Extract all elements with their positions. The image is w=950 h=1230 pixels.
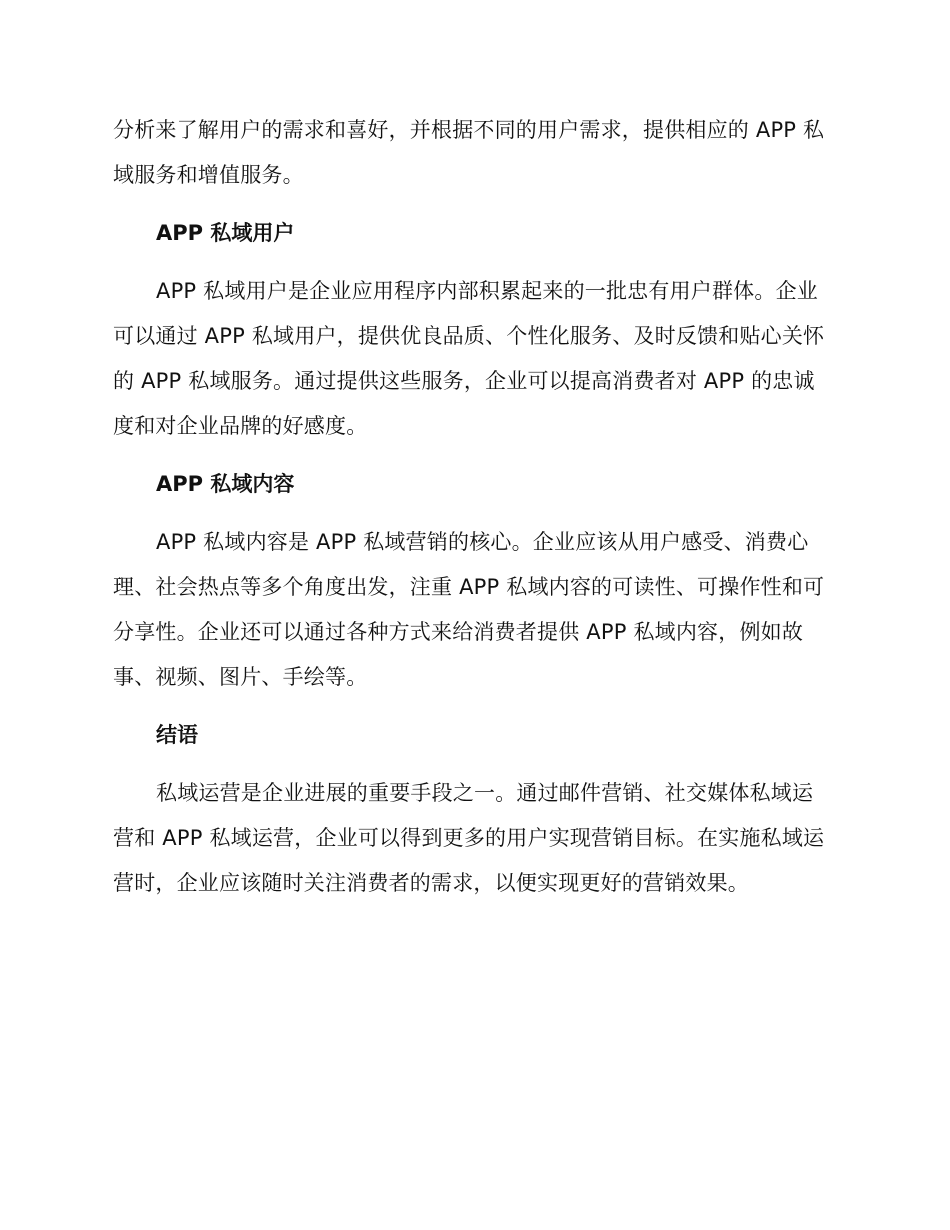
section-heading-app-content: APP 私域内容 (156, 472, 295, 496)
text-line: 理、社会热点等多个角度出发，注重 APP 私域内容的可读性、可操作性和可 (113, 575, 825, 599)
text-line: 域服务和增值服务。 (113, 163, 304, 187)
text-line: 度和对企业品牌的好感度。 (113, 414, 368, 438)
section-heading-app-users: APP 私域用户 (156, 221, 295, 245)
text-line: 营和 APP 私域运营，企业可以得到更多的用户实现营销目标。在实施私域运 (113, 826, 825, 850)
text-line: 营时，企业应该随时关注消费者的需求，以便实现更好的营销效果。 (113, 871, 749, 895)
text-line: 事、视频、图片、手绘等。 (113, 665, 368, 689)
section-heading-conclusion: 结语 (156, 723, 198, 747)
intro-paragraph (113, 108, 841, 198)
text-line: APP 私域内容是 APP 私域营销的核心。企业应该从用户感受、消费心 (156, 530, 809, 554)
text-line: 可以通过 APP 私域用户，提供优良品质、个性化服务、及时反馈和贴心关怀 (113, 324, 825, 348)
section-paragraph-app-users (113, 269, 841, 449)
text-line: 分享性。企业还可以通过各种方式来给消费者提供 APP 私域内容，例如故 (113, 620, 804, 644)
text-line: 私域运营是企业进展的重要手段之一。通过邮件营销、社交媒体私域运 (156, 781, 814, 805)
text-line: 分析来了解用户的需求和喜好，并根据不同的用户需求，提供相应的 APP 私 (113, 118, 825, 142)
text-line: 的 APP 私域服务。通过提供这些服务，企业可以提高消费者对 APP 的忠诚 (113, 369, 815, 393)
section-paragraph-conclusion (113, 771, 841, 906)
section-paragraph-app-content (113, 520, 841, 700)
document-body (113, 108, 841, 906)
text-line: APP 私域用户是企业应用程序内部积累起来的一批忠有用户群体。企业 (156, 279, 818, 303)
